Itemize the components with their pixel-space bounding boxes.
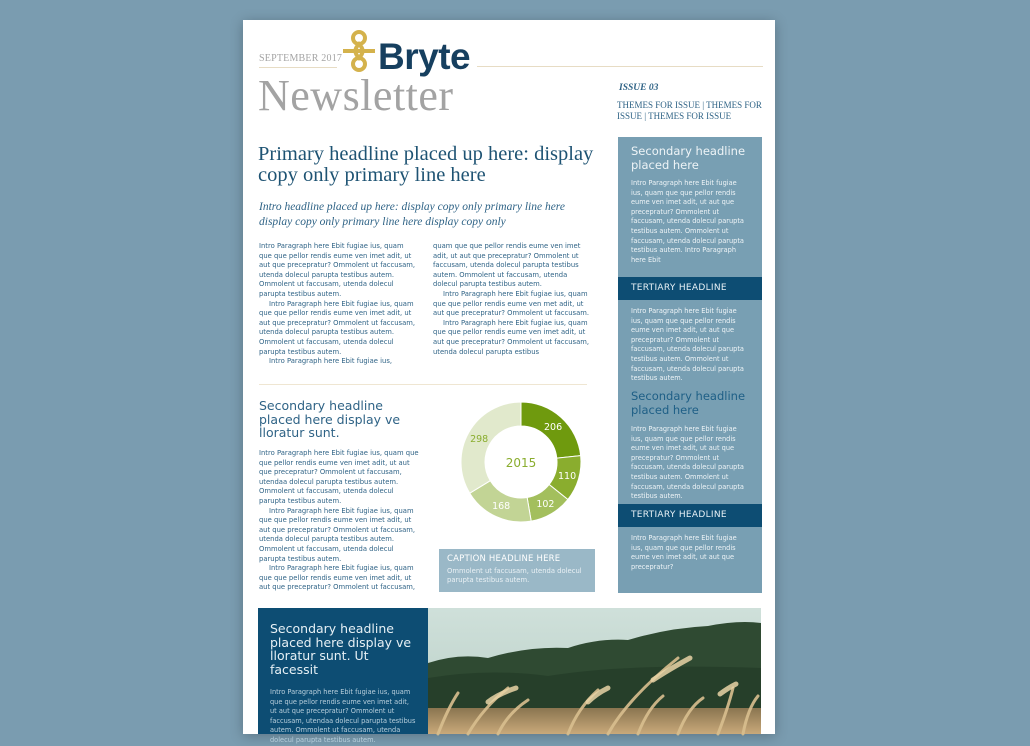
paragraph: quam que que pellor rendis eume ven imet adit, ut aut que precepratur? Ommolent ut faccusam, utenda dolecul parupta testibus autem. Ommolent ut faccusam, utenda dolecul parupta testibus autem. (433, 242, 581, 289)
wheat-field-photo (428, 608, 761, 734)
section-divider (259, 384, 587, 385)
intro-headline: Intro headline placed up here: display copy only primary line here display copy only primary line here display copy only (259, 201, 565, 228)
paragraph: Intro Paragraph here Ebit fugiae ius, quam que que pellor rendis eume ven imet adit, ut aut que precepratur? Ommolent ut faccusam, utenda dolecul parupta testibus autem. Ommolent ut faccusam, utenda dolecul parupta testibus autem. (259, 506, 416, 563)
sidebar-paragraph: Intro Paragraph here Ebit fugiae ius, quam que que pellor rendis eume ven imet adit, ut aut que precepratur? (631, 534, 737, 571)
sidebar-tertiary-headline: TERTIARY HEADLINE (618, 504, 762, 527)
brand-logo-text: Bryte (378, 36, 471, 77)
secondary-headline: Secondary headline placed here display ve lloratur sunt. (259, 398, 401, 440)
body-column-3 (259, 449, 419, 593)
donut-slice-label: 110 (558, 470, 577, 482)
sidebar-tertiary-headline: TERTIARY HEADLINE (618, 277, 762, 300)
issue-date: SEPTEMBER 2017 (259, 53, 343, 64)
caption-body: Ommolent ut faccusam, utenda dolecul parupta testibus autem. (447, 567, 582, 584)
paragraph: Intro Paragraph here Ebit fugiae ius, (269, 357, 393, 366)
donut-chart (457, 398, 585, 526)
donut-slice-label: 206 (544, 421, 563, 433)
issue-themes: THEMES FOR ISSUE | THEMES FOR ISSUE | THEMES FOR ISSUE (617, 100, 762, 121)
paragraph: Intro Paragraph here Ebit fugiae ius, quam que que pellor rendis eume ven imet adit, ut aut que precepratur? Ommolent ut faccusam, utenda dolecul parupta testibus autem. Ommolent ut faccusam, utenda dolecul parupta testibus autem. (259, 299, 416, 356)
paragraph: Intro Paragraph here Ebit fugiae ius, quam que que pellor rendis eume ven met adit, ut aut que precepratur? Ommolent ut faccusam. (433, 289, 590, 318)
donut-slice (461, 402, 521, 493)
sidebar-secondary-headline: Secondary headline placed here (631, 389, 746, 417)
sidebar (618, 137, 762, 593)
sidebar-secondary-headline: Secondary headline placed here (631, 144, 746, 172)
body-column-1 (259, 242, 417, 367)
issue-number: ISSUE 03 (619, 83, 659, 93)
paragraph: Intro Paragraph here Ebit fugiae ius, quam que que pellor rendis eume ven imet adit, ut aut que precepratur? Ommolent ut faccusam, utendaa dolecul parupta testibus autem. Ommolent ut faccusam, utenda dolecul parupta testibus autem. (259, 449, 419, 505)
date-rule (259, 67, 337, 68)
caption-headline: CAPTION HEADLINE HERE (447, 554, 561, 564)
chart-center-title: 2015 (505, 456, 537, 470)
feature-paragraph: Intro Paragraph here Ebit fugiae ius, quam que que pellor rendis eume ven imet adit, ut aut que precepratur? Ommolent ut faccusam, utendaa dolecul parupta testibus autem. Ommolent ut faccusam, utenda dolecul parupta testibus autem. (270, 688, 416, 744)
donut-slice-label: 298 (470, 433, 489, 445)
sidebar-paragraph: Intro Paragraph here Ebit fugiae ius, quam que que pellor rendis eume ven imet adit, ut aut que precepratur? Ommolent ut faccusam, utenda dolecul parupta testibus autem. Ommolent ut faccusam, utenda dolecul parupta testibus autem. (631, 425, 744, 501)
bryte-logo-icon (342, 29, 376, 73)
paragraph: Intro Paragraph here Ebit fugiae ius, quam que que pellor rendis eume ven imet adit, ut aut que precepratur? Ommolent ut faccusam, utenda dolecul parupta estibus (433, 318, 590, 356)
paragraph: Intro Paragraph here Ebit fugiae ius, quam que que pellor rendis eume ven imet adit, ut aut que precepratur? Ommolent ut faccusam, utenda dolecul parupta testibus autem. Ommolent ut faccusam, utenda dolecul parupta testibus autem. (259, 242, 416, 298)
header-rule (477, 66, 763, 67)
feature-box (258, 608, 428, 744)
sidebar-paragraph: Intro Paragraph here Ebit fugiae ius, quam que que pellor rendis eume ven imet adit, ut aut que precepratur? Ommolent ut faccusam, utenda dolecul parupta testibus autem. Ommolent ut faccusam, utenda dolecul parupta testibus autem. Intro Paragraph here Ebit (631, 179, 744, 264)
feature-headline: Secondary headline placed here display ve lloratur sunt. Ut facessit (270, 621, 412, 677)
sidebar-paragraph: Intro Paragraph here Ebit fugiae ius, quam que que pellor rendis eume ven imet adit, ut aut que precepratur? Ommolent ut faccusam, utenda dolecul parupta testibus autem. Ommolent ut faccusam, utenda dolecul parupta testibus autem. (631, 307, 744, 383)
paragraph: Intro Paragraph here Ebit fugiae ius, quam que que pellor rendis eume ven imet adit, ut aut que precepratur? Ommolent ut faccusam, (259, 564, 416, 592)
primary-headline: Primary headline placed up here: display copy only primary line here (258, 143, 594, 186)
body-column-2 (433, 242, 591, 357)
donut-slice-label: 168 (492, 501, 511, 513)
caption-box (439, 549, 595, 592)
newsletter-title: Newsletter (258, 71, 454, 120)
newsletter-page (243, 20, 775, 744)
donut-slice-label: 102 (536, 498, 555, 510)
